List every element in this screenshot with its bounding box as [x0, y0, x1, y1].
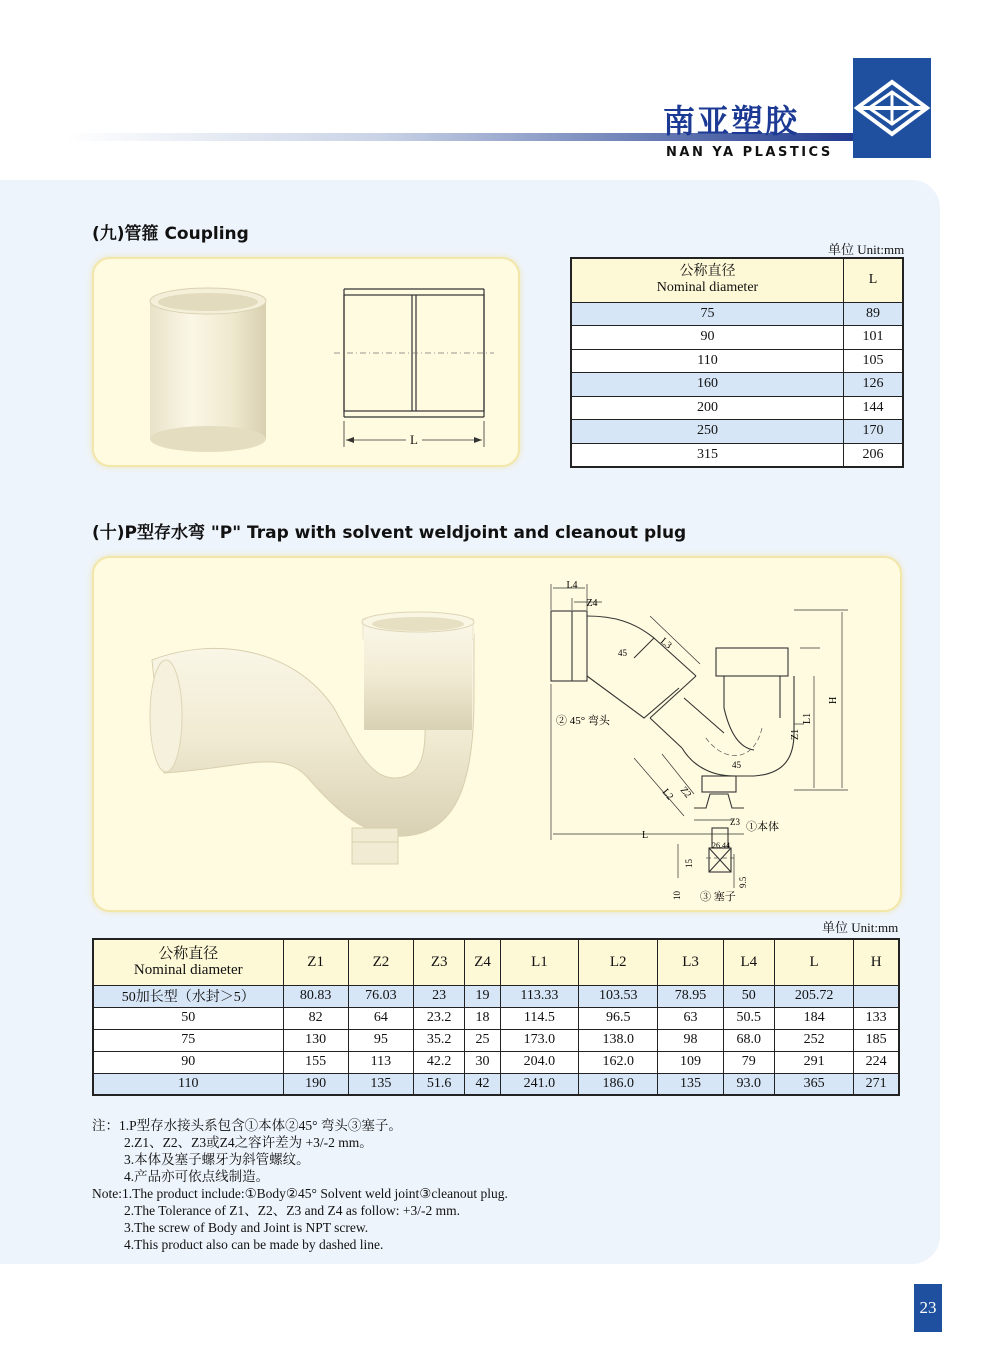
- cell: 50.5: [723, 1007, 774, 1029]
- cell: 95: [348, 1029, 413, 1051]
- table-row: [93, 1007, 899, 1029]
- header-en: Nominal diameter: [656, 280, 759, 296]
- cell: 206: [843, 443, 903, 467]
- dim-Z1: Z1: [790, 728, 801, 740]
- cell: [854, 985, 899, 1007]
- table-row: [93, 1029, 899, 1051]
- dim-Z3: Z3: [730, 817, 740, 827]
- note-en-4: 4.This product also can be made by dashed line.: [124, 1237, 384, 1252]
- brand-name-en: NAN YA PLASTICS: [666, 145, 833, 160]
- note-en-2: 2.The Tolerance of Z1、Z2、Z3 and Z4 as follow: +3/-2 mm.: [124, 1203, 460, 1218]
- header-Z3: Z3: [414, 939, 465, 985]
- cell: 113.33: [500, 985, 578, 1007]
- cell: 144: [843, 396, 903, 420]
- ptrap-illustration: [94, 558, 904, 914]
- header-cn: 公称直径: [679, 264, 736, 280]
- cell: 162.0: [579, 1051, 658, 1073]
- header-Z2: Z2: [348, 939, 413, 985]
- cell: 30: [465, 1051, 500, 1073]
- cell: 35.2: [414, 1029, 465, 1051]
- cell: 204.0: [500, 1051, 578, 1073]
- cell: 93.0: [723, 1073, 774, 1095]
- coupling-image-panel: [92, 257, 520, 467]
- dim-Z2: Z2: [677, 784, 694, 801]
- table-row: [571, 326, 903, 350]
- dim-Z4: Z4: [586, 598, 598, 609]
- cell: 78.95: [658, 985, 723, 1007]
- cell: 184: [774, 1007, 853, 1029]
- cell: 135: [658, 1073, 723, 1095]
- dim-L: L: [642, 830, 649, 841]
- header-L2: L2: [579, 939, 658, 985]
- cell: 18: [465, 1007, 500, 1029]
- dim-15: 15: [684, 859, 694, 868]
- cell: 224: [854, 1051, 899, 1073]
- ptrap-header-diameter: [93, 939, 283, 985]
- cell: 186.0: [579, 1073, 658, 1095]
- notes-block: [92, 1117, 508, 1253]
- cell: 19: [465, 985, 500, 1007]
- ptrap-image-panel: [92, 556, 902, 912]
- coupling-header-diameter: [571, 258, 843, 302]
- cell: 98: [658, 1029, 723, 1051]
- dim-9-5: 9.5: [738, 876, 748, 888]
- ptrap-unit: 单位 Unit:mm: [822, 920, 899, 935]
- header-Z1: Z1: [283, 939, 348, 985]
- header-L1: L1: [500, 939, 578, 985]
- cell: 68.0: [723, 1029, 774, 1051]
- cell: 113: [348, 1051, 413, 1073]
- cell: 133: [854, 1007, 899, 1029]
- header-L4: L4: [723, 939, 774, 985]
- cell: 89: [843, 302, 903, 326]
- cell: 200: [571, 396, 843, 420]
- cell: 64: [348, 1007, 413, 1029]
- cell: 42.2: [414, 1051, 465, 1073]
- cell: 50: [93, 1007, 283, 1029]
- cell: 241.0: [500, 1073, 578, 1095]
- cell: 190: [283, 1073, 348, 1095]
- cell: 252: [774, 1029, 853, 1051]
- cell: 185: [854, 1029, 899, 1051]
- dim-L1: L1: [802, 712, 813, 724]
- table-row: [571, 302, 903, 326]
- header-en: Nominal diameter: [133, 962, 243, 979]
- table-row: [571, 396, 903, 420]
- cell: 63: [658, 1007, 723, 1029]
- table-row: [93, 1073, 899, 1095]
- ptrap-title: (十)P型存水弯 "P" Trap with solvent weldjoint and cleanout plug: [92, 523, 687, 543]
- page-number: 23: [914, 1284, 942, 1332]
- right-margin: [940, 180, 1000, 1264]
- note-en-1: Note:1.The product include:①Body②45° Solvent weld joint③cleanout plug.: [92, 1186, 508, 1201]
- coupling-table: [570, 257, 904, 468]
- coupling-header-L: L: [843, 258, 903, 302]
- cell: 80.83: [283, 985, 348, 1007]
- cell: 82: [283, 1007, 348, 1029]
- cell: 170: [843, 420, 903, 444]
- cell: 105: [843, 349, 903, 373]
- part-1-label: ①本体: [746, 821, 779, 833]
- cell: 160: [571, 373, 843, 397]
- part-3-label: ③ 塞子: [700, 891, 736, 903]
- dim-L4: L4: [566, 580, 578, 591]
- cell: 205.72: [774, 985, 853, 1007]
- cell: 114.5: [500, 1007, 578, 1029]
- cell: 96.5: [579, 1007, 658, 1029]
- cell: 110: [93, 1073, 283, 1095]
- cell: 51.6: [414, 1073, 465, 1095]
- cell: 23.2: [414, 1007, 465, 1029]
- cell: 110: [571, 349, 843, 373]
- table-row: [571, 420, 903, 444]
- cell: 109: [658, 1051, 723, 1073]
- table-row: [93, 1051, 899, 1073]
- brand-name-cn: 南亚塑胶: [663, 102, 800, 140]
- cell: 126: [843, 373, 903, 397]
- cell: 271: [854, 1073, 899, 1095]
- note-cn-4: 4.产品亦可依点线制造。: [124, 1169, 270, 1184]
- dim-H: H: [828, 696, 839, 704]
- dim-10: 10: [672, 891, 682, 900]
- cell: 76.03: [348, 985, 413, 1007]
- coupling-title: (九)管箍 Coupling: [92, 224, 249, 244]
- table-row: [93, 985, 899, 1007]
- cell: 135: [348, 1073, 413, 1095]
- dim-L2: L2: [659, 786, 676, 803]
- cell: 155: [283, 1051, 348, 1073]
- table-row: [571, 349, 903, 373]
- cell: 50加长型（水封＞5）: [93, 985, 283, 1007]
- coupling-dim-label: L: [410, 432, 418, 447]
- cell: 25: [465, 1029, 500, 1051]
- cell: 23: [414, 985, 465, 1007]
- note-cn-2: 2.Z1、Z2、Z3或Z4之容许差为 +3/-2 mm。: [124, 1135, 373, 1150]
- header-L3: L3: [658, 939, 723, 985]
- coupling-unit: 单位 Unit:mm: [828, 242, 905, 257]
- angle-45-upper: 45: [618, 648, 627, 658]
- header-H: H: [854, 939, 899, 985]
- cell: 42: [465, 1073, 500, 1095]
- dim-L3: L3: [658, 635, 674, 652]
- table-row: [571, 443, 903, 467]
- cell: 75: [93, 1029, 283, 1051]
- cell: 79: [723, 1051, 774, 1073]
- dim-26-44: 26.44: [712, 841, 730, 850]
- header-L: L: [774, 939, 853, 985]
- cell: 315: [571, 443, 843, 467]
- header-cn: 公称直径: [158, 946, 219, 963]
- cell: 173.0: [500, 1029, 578, 1051]
- nanya-logo-icon: [853, 58, 931, 158]
- cell: 50: [723, 985, 774, 1007]
- note-cn-3: 3.本体及塞子螺牙为斜管螺纹。: [124, 1152, 310, 1167]
- note-en-3: 3.The screw of Body and Joint is NPT screw.: [124, 1220, 369, 1235]
- cell: 75: [571, 302, 843, 326]
- cell: 250: [571, 420, 843, 444]
- cell: 291: [774, 1051, 853, 1073]
- cell: 90: [571, 326, 843, 350]
- cell: 130: [283, 1029, 348, 1051]
- cell: 90: [93, 1051, 283, 1073]
- coupling-illustration: [94, 259, 522, 469]
- cell: 138.0: [579, 1029, 658, 1051]
- table-row: [571, 373, 903, 397]
- cell: 103.53: [579, 985, 658, 1007]
- angle-45-lower: 45: [732, 760, 741, 770]
- header-Z4: Z4: [465, 939, 500, 985]
- note-cn-1: 注：1.P型存水接头系包含①本体②45° 弯头③塞子。: [92, 1118, 402, 1133]
- cell: 365: [774, 1073, 853, 1095]
- ptrap-table: [92, 938, 900, 1096]
- cell: 101: [843, 326, 903, 350]
- part-2-label: ② 45° 弯头: [556, 715, 610, 727]
